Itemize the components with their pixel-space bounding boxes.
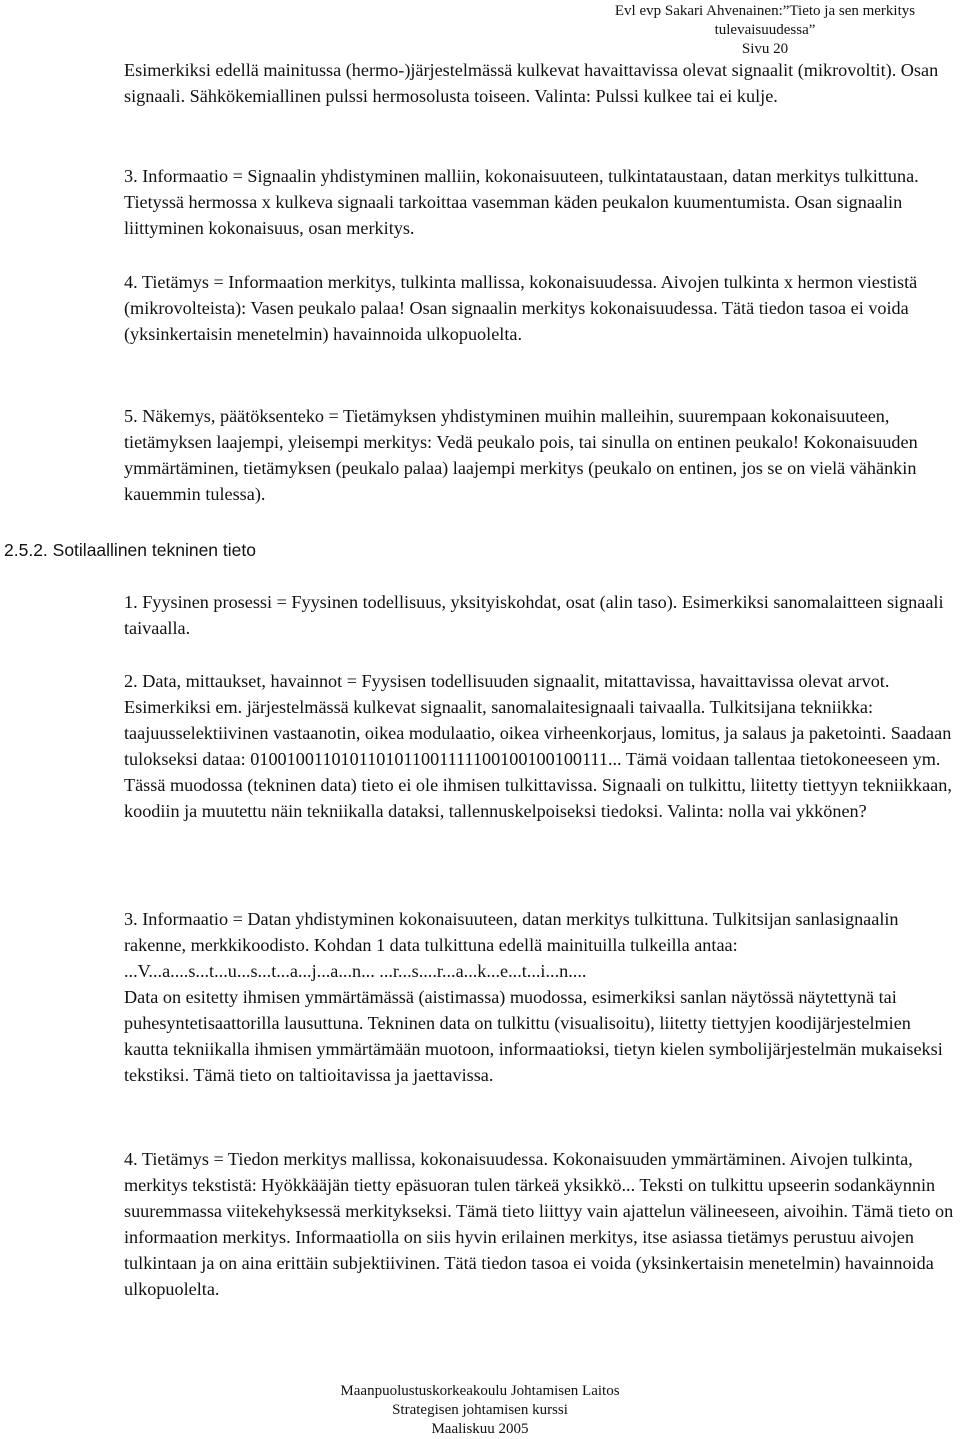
footer-course: Strategisen johtamisen kurssi: [392, 1402, 568, 1418]
section-paragraph-informaatio: 3. Informaatio = Datan yhdistyminen kokonaisuuteen, datan merkitys tulkittuna. Tulkitsijan sanlasignaalin rakenne, merkkikoodisto. Kohdan 1 data tulkittuna edellä mainituilla tulkeilla antaa: ...V...a....s...t...u...s...t...a...j...a...n... ...r...s....r...a...k...e...t...i...n....: [124, 909, 899, 981]
intro-paragraph-nakemys: 5. Näkemys, päätöksenteko = Tietämyksen yhdistyminen muihin malleihin, suurempaan kokonaisuuteen, tietämyksen laajempi, yleisempi merkitys: Vedä peukalo pois, tai sinulla on entinen peukalo! Kokonaisuuden ymmärtäminen, tietämyksen (peukalo palaa) laajempi merkitys (peukalo on entinen, jos se on vielä vähänkin kauemmin tulessa).: [124, 406, 918, 504]
section-heading: 2.5.2. Sotilaallinen tekninen tieto: [4, 540, 256, 560]
header-page-number: Sivu 20: [741, 41, 789, 57]
section-paragraph-fyysinen: 1. Fyysinen prosessi = Fyysinen todellisuus, yksityiskohdat, osat (alin taso). Esimerkiksi sanomalaitteen signaali taivaalla.: [124, 592, 944, 638]
page-footer: [300, 1382, 660, 1439]
section-paragraph-data-esitetty: Data on esitetty ihmisen ymmärtämässä (aistimassa) muodossa, esimerkiksi sanlan näytössä näytettynä tai puhesyntetisaattorilla lausuttuna. Tekninen data on tulkittu (visualisoitu), liitetty tiettyjen koodijärjestelmien kautta tekniikalla ihmisen ymmärtämään muotoon, informaatioksi, tietyn kielen symbolijärjestelmän mukaiseksi tekstiksi. Tämä tieto on taltioitavissa ja jaettavissa.: [124, 987, 943, 1085]
header-title: Evl evp Sakari Ahvenainen:”Tieto ja sen merkitys tulevaisuudessa”: [614, 3, 916, 38]
intro-paragraph-informaatio: 3. Informaatio = Signaalin yhdistyminen malliin, kokonaisuuteen, tulkintataustaan, datan merkitys tulkittuna. Tietyssä hermossa x kulkeva signaali tarkoittaa vasemman käden peukalon kuumentumista. Osan signaalin liittyminen kokonaisuus, osan merkitys.: [124, 166, 919, 238]
footer-date: Maaliskuu 2005: [431, 1421, 529, 1437]
section-paragraph-data: 2. Data, mittaukset, havainnot = Fyysisen todellisuuden signaalit, mitattavissa, havaittavissa olevat arvot. Esimerkiksi em. järjestelmässä kulkevat signaalit, sanomalaitesignaali taivaalla. Tulkitsijana tekniikka: taajuusselektiivinen vastaanotin, oikea modulaatio, oikea virheenkorjaus, lomitus, ja salaus ja paketointi. Saadaan tulokseksi dataa: 0100100110101101011001111100100100100111... Tämä voidaan tallentaa tietokoneeseen ym. Tässä muodossa (tekninen data) tieto ei ole ihmisen tulkittavissa. Signaali on tulkittu, liitetty tiettyyn tekniikkaan, koodiin ja muutettu näin tekniikalla dataksi, tallennuskelpoiseksi tiedoksi. Valinta: nolla vai ykkönen?: [124, 671, 952, 821]
section-paragraph-tietamys: 4. Tietämys = Tiedon merkitys mallissa, kokonaisuudessa. Kokonaisuuden ymmärtäminen. Aivojen tulkinta, merkitys tekstistä: Hyökkääjän tietty epäsuoran tulen tärkeä yksikkö... Teksti on tulkittu upseerin sodankäynnin suuremmassa viitekehyksessä merkitykseksi. Tämä tieto liittyy vain ajattelun välineeseen, aivoihin. Tämä tieto on informaation merkitys. Informaatiolla on siis hyvin erilainen merkitys, itse asiassa tietämys perustuu aivojen tulkintaan ja on aina erittäin subjektiivinen. Tätä tiedon tasoa ei voida (yksinkertaisin menetelmin) havainnoida ulkopuolelta.: [124, 1149, 954, 1299]
page-header: [600, 2, 930, 59]
footer-institution: Maanpuolustuskorkeakoulu Johtamisen Laitos: [340, 1383, 620, 1399]
intro-paragraph-tietamys: 4. Tietämys = Informaation merkitys, tulkinta mallissa, kokonaisuudessa. Aivojen tulkinta x hermon viestistä (mikrovolteista): Vasen peukalo palaa! Osan signaalin merkitys kokonaisuudessa. Tätä tiedon tasoa ei voida (yksinkertaisin menetelmin) havainnoida ulkopuolelta.: [124, 272, 918, 344]
intro-paragraph-example: Esimerkiksi edellä mainitussa (hermo-)järjestelmässä kulkevat havaittavissa olevat signaalit (mikrovoltit). Osan signaali. Sähkökemiallinen pulssi hermosolusta toiseen. Valinta: Pulssi kulkee tai ei kulje.: [124, 60, 939, 106]
